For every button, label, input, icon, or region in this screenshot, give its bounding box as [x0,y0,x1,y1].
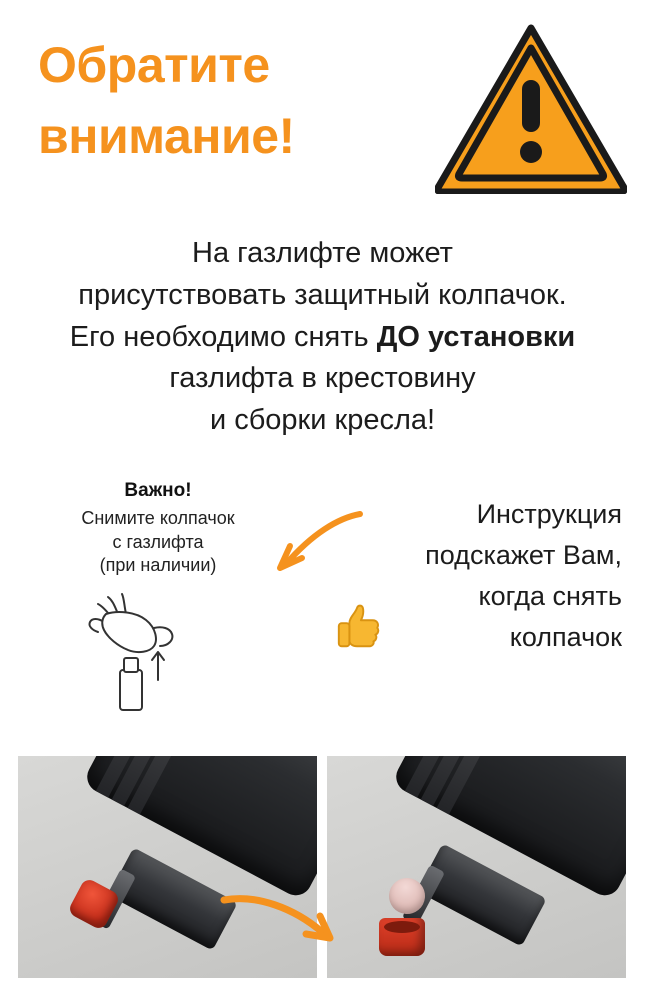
tip-card [58,480,258,718]
curved-arrow-icon [268,508,364,578]
instruction-line-2: подскажет Вам, [425,539,622,570]
instruction-line-1: Инструкция [476,498,622,529]
thumbs-up-icon [334,602,384,652]
page-title-line-2: внимание! [38,108,295,164]
instruction-line-4: колпачок [509,621,622,652]
paragraph-emphasis: ДО установки [376,320,576,353]
hand-removing-cap-icon [58,588,258,718]
tip-line-3: (при наличии) [99,555,217,576]
paragraph-line-3-text: Его необходимо снять [69,320,377,353]
header-section [0,0,645,215]
paragraph-line-3 [14,317,631,359]
tip-line-2: с газлифта [112,531,204,552]
page-title [38,30,458,172]
paragraph-line-2: присутствовать защитный колпачок. [78,278,567,311]
gas-lift-rod [108,847,238,950]
instruction-text [352,494,622,658]
tip-text [58,507,258,578]
gas-lift-cap-removed [327,756,626,978]
main-paragraph [0,233,645,442]
paragraph-line-5: и сборки кресла! [209,404,436,436]
red-cap-removed [379,918,425,956]
page-title-line-1: Обратите [38,37,270,93]
gas-lift-rod [417,843,547,946]
paragraph-line-4: газлифта в крестовину [169,362,476,395]
photo-transition-arrow [220,892,340,948]
instruction-line-3: когда снять [478,580,622,611]
paragraph-line-1: На газлифте может [192,237,453,269]
mid-section [0,480,645,745]
warning-triangle-icon [435,22,627,194]
tip-line-1: Снимите колпачок [81,507,235,528]
tip-title: Важно! [124,479,192,501]
